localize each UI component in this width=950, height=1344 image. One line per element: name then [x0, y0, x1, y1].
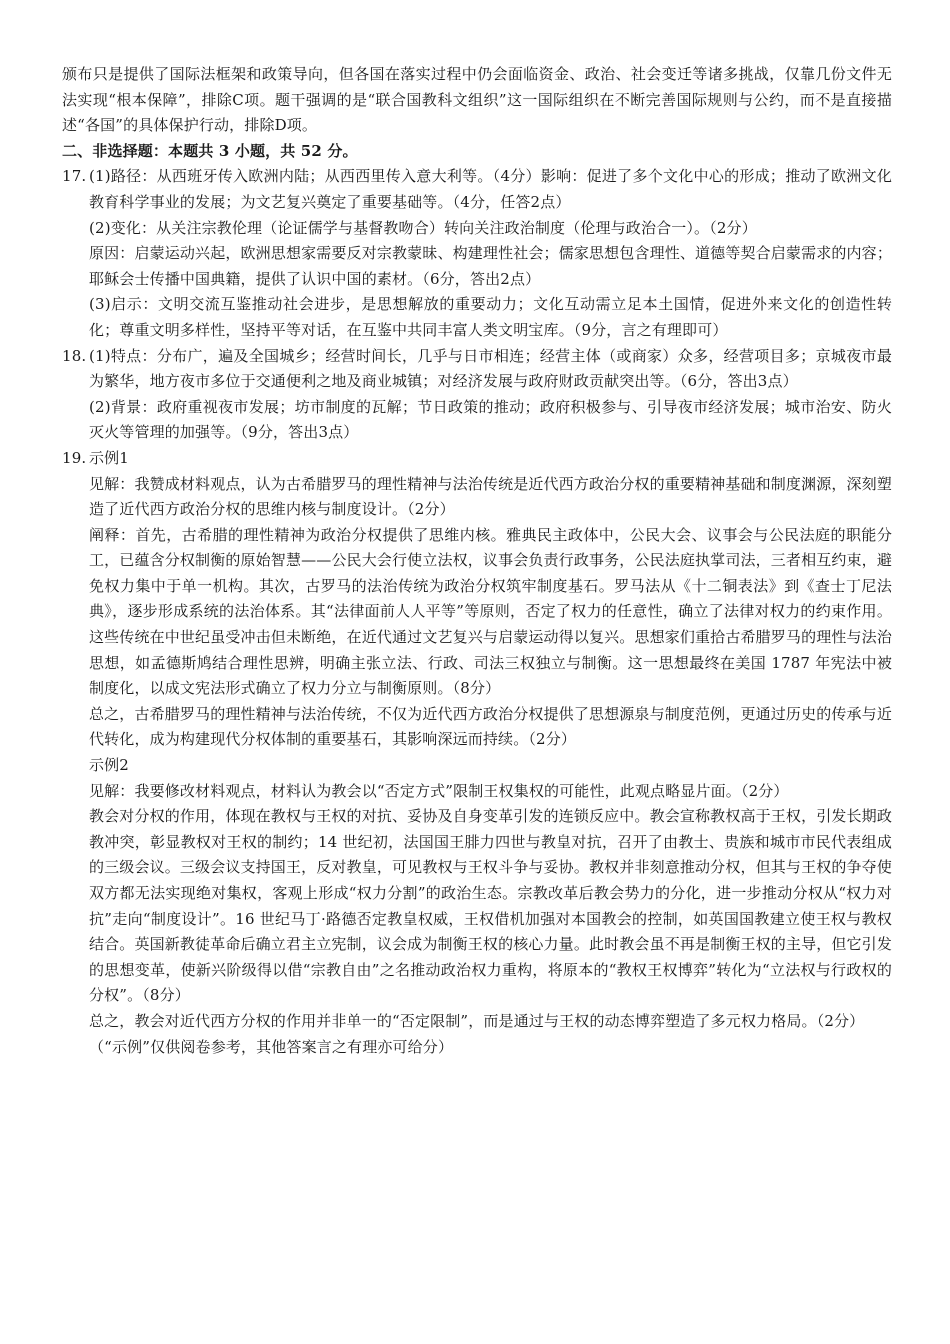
intro-paragraph: 颁布只是提供了国际法框架和政策导向，但各国在落实过程中仍会面临资金、政治、社会变迁等诸多挑战，仅靠几份文件无法实现“根本保障”，排除C项。题干强调的是“联合国教科文组织”这一国际组织在不断完善国际规则与公约，而不是直接描述“各国”的具体保护行动，排除D项。: [62, 65, 892, 135]
section-title: 二、非选择题：本题共 3 小题，共 52 分。: [62, 141, 358, 160]
q17-part2-reason: 原因：启蒙运动兴起，欧洲思想家需要反对宗教蒙昧、构建理性社会；儒家思想包含理性、道德等契合启蒙需求的内容；耶稣会士传播中国典籍，提供了认识中国的素材。（6分，答出2点）: [89, 244, 892, 288]
example-1-body: 阐释：首先，古希腊的理性精神为政治分权提供了思维内核。雅典民主政体中，公民大会、议事会与公民法庭的职能分工，已蕴含分权制衡的原始智慧——公民大会行使立法权，议事会负责行政事务，公民法庭执掌司法，三者相互约束，避免权力集中于单一机构。其次，古罗马的法治传统为政治分权筑牢制度基石。罗马法从《十二铜表法》到《查士丁尼法典》，逐步形成系统的法治体系。其“法律面前人人平等”等原则，否定了权力的任意性，确立了法律对权力的约束作用。这些传统在中世纪虽受冲击但未断绝，在近代通过文艺复兴与启蒙运动得以复兴。思想家们重拾古希腊罗马的理性与法治思想，如孟德斯鸠结合理性思辨，明确主张立法、行政、司法三权独立与制衡。这一思想最终在美国 1787 年宪法中被制度化，以成文宪法形式确立了权力分立与制衡原则。（8分）: [89, 525, 892, 698]
question-number: 19.: [62, 448, 87, 467]
q18-part1: (1)特点：分布广，遍及全国城乡；经营时间长，几乎与日市相连；经营主体（或商家）众多，经营项目多；京城夜市最为繁华，地方夜市多位于交通便利之地及商业城镇；对经济发展与政府财政贡献突出等。（6分，答出3点）: [89, 346, 892, 391]
q18-part2: (2)背景：政府重视夜市发展；坊市制度的瓦解；节日政策的推动；政府积极参与、引导夜市经济发展；城市治安、防火灭火等管理的加强等。（9分，答出3点）: [89, 397, 892, 442]
example-2-title: 示例2: [89, 756, 129, 775]
question-number: 18.: [62, 346, 87, 365]
question-18: [62, 344, 892, 446]
q17-part2: (2)变化：从关注宗教伦理（论证儒学与基督教吻合）转向关注政治制度（伦理与政治合一）。（2分）: [89, 218, 757, 237]
q17-part3: (3)启示：文明交流互鉴推动社会进步，是思想解放的重要动力；文化互动需立足本土国情，促进外来文化的创造性转化；尊重文明多样性，坚持平等对话，在互鉴中共同丰富人类文明宝库。（9分，言之有理即可）: [89, 295, 892, 339]
question-number: 17.: [62, 167, 87, 186]
example-2-summary: 总之，教会对近代西方分权的作用并非单一的“否定限制”，而是通过与王权的动态博弈塑造了多元权力格局。（2分）: [89, 1011, 865, 1030]
example-2-body: 教会对分权的作用，体现在教权与王权的对抗、妥协及自身变革引发的连锁反应中。教会宣称教权高于王权，引发长期政教冲突，彰显教权对王权的制约；14 世纪初，法国国王腓力四世与教皇对抗，召开了由教士、贵族和城市市民代表组成的三级会议。三级会议支持国王，反对教皇，可见教权与王权斗争与妥协。教权并非刻意推动分权，但其与王权的争夺使双方都无法实现绝对集权，客观上形成“权力分割”的政治生态。宗教改革后教会势力的分化，进一步推动分权从“权力对抗”走向“制度设计”。16 世纪马丁·路德否定教皇权威，王权借机加强对本国教会的控制，如英国国教建立使王权与教权结合。英国新教徒革命后确立君主立宪制，议会成为制衡王权的核心力量。此时教会虽不再是制衡王权的主导，但它引发的思想变革，使新兴阶级得以借“宗教自由”之名推动政治权力重构，将原本的“教权王权博弈”转化为“立法权与行政权的分权”。（8分）: [89, 807, 892, 1005]
example-2-view: 见解：我要修改材料观点，材料认为教会以“否定方式”限制王权集权的可能性，此观点略显片面。（2分）: [89, 781, 789, 800]
grading-note: （“示例”仅供阅卷参考，其他答案言之有理亦可给分）: [89, 1037, 454, 1056]
example-1-title: 示例1: [89, 448, 129, 467]
question-19: [62, 446, 892, 472]
example-1-view: 见解：我赞成材料观点，认为古希腊罗马的理性精神与法治传统是近代西方政治分权的重要精神基础和制度渊源，深刻塑造了近代西方政治分权的思维内核与制度设计。（2分）: [89, 474, 892, 519]
example-1-summary: 总之，古希腊罗马的理性精神与法治传统，不仅为近代西方政治分权提供了思想源泉与制度范例，更通过历史的传承与近代转化，成为构建现代分权体制的重要基石，其影响深远而持续。（2分）: [89, 704, 892, 749]
answer-page: [62, 62, 892, 1060]
q17-part1: (1)路径：从西班牙传入欧洲内陆；从西西里传入意大利等。（4分）影响：促进了多个文化中心的形成；推动了欧洲文化教育科学事业的发展；为文艺复兴奠定了重要基础等。（4分，任答2点）: [89, 167, 892, 211]
example-1: [62, 472, 892, 1061]
question-17: [62, 164, 892, 343]
